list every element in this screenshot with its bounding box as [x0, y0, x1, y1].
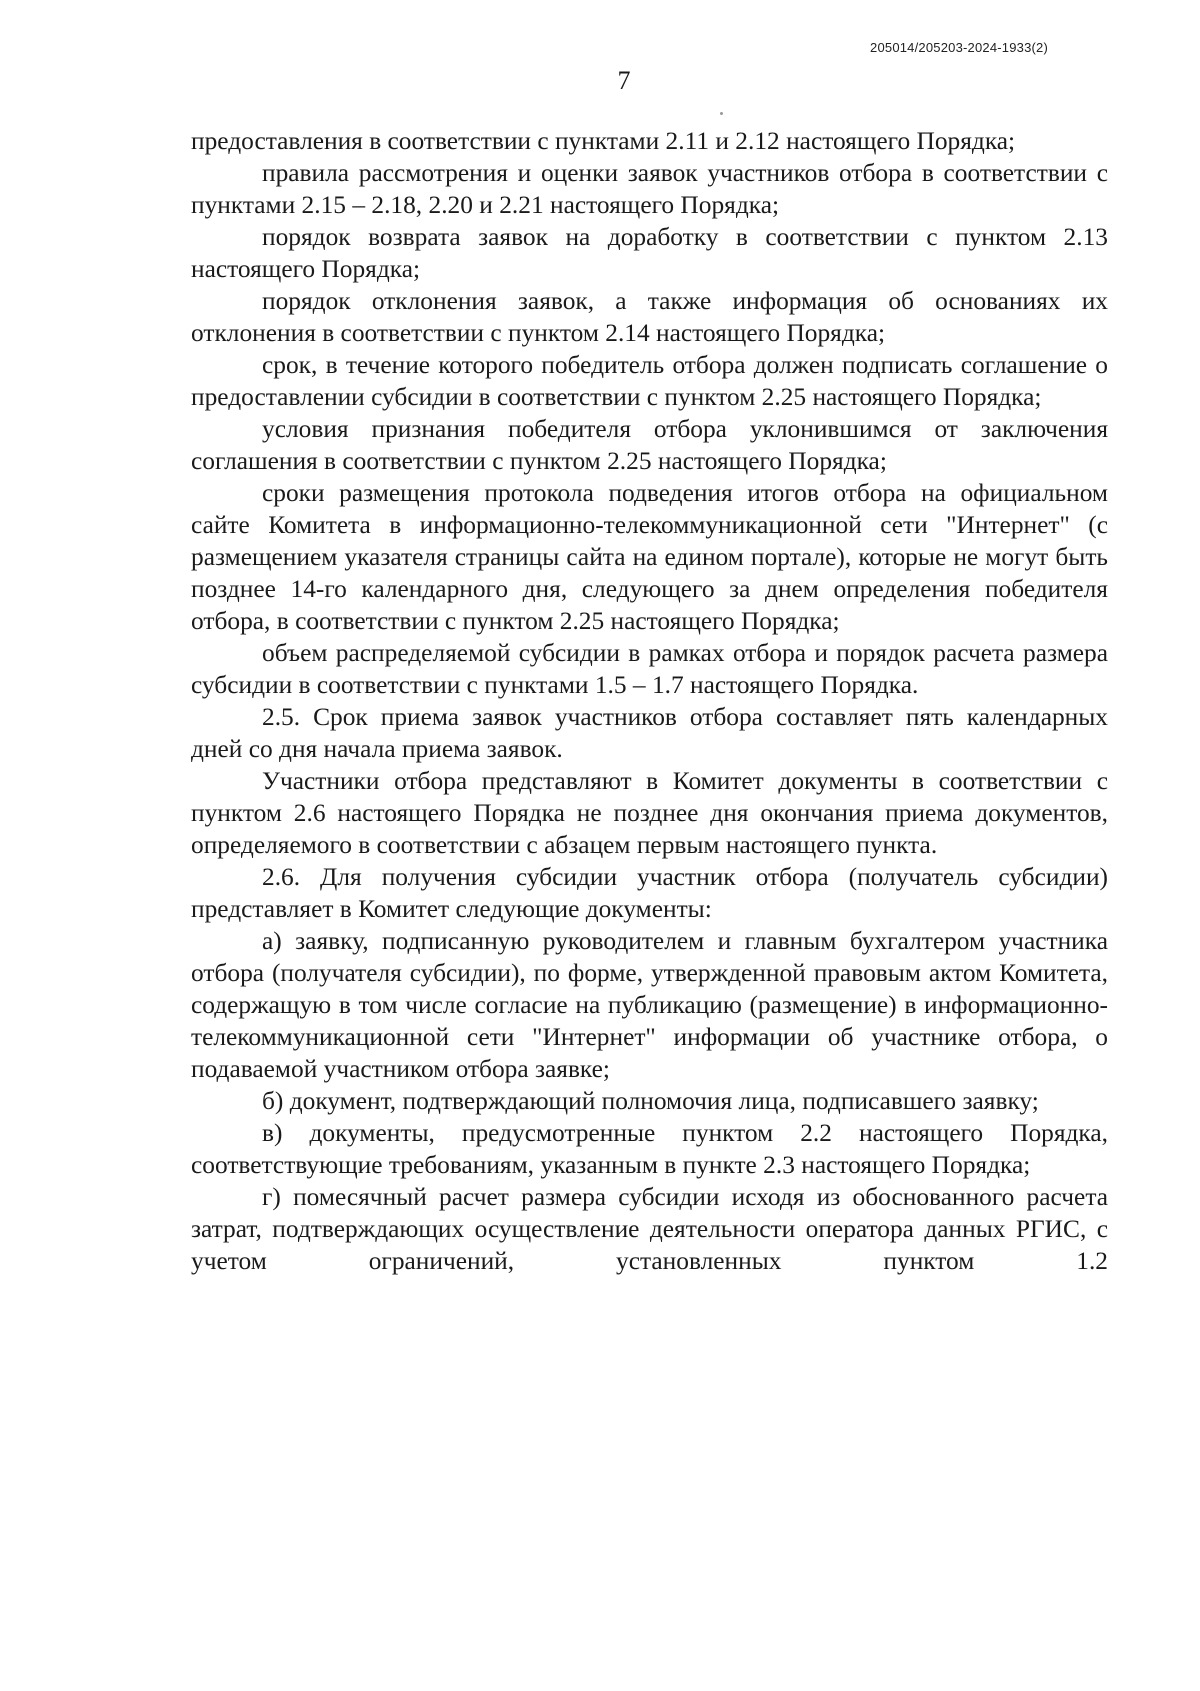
document-id: 205014/205203-2024-1933(2)	[870, 40, 1048, 55]
paragraph: порядок возврата заявок на доработку в соответствии с пунктом 2.13 настоящего Порядка;	[191, 223, 1108, 283]
paragraph: б) документ, подтверждающий полномочия лица, подписавшего заявку;	[262, 1087, 1039, 1115]
paragraph: правила рассмотрения и оценки заявок участников отбора в соответствии с пунктами 2.15 – 2.18, 2.20 и 2.21 настоящего Порядка;	[191, 159, 1108, 219]
paragraph: условия признания победителя отбора уклонившимся от заключения соглашения в соответствии с пунктом 2.25 настоящего Порядка;	[191, 415, 1108, 475]
document-body	[191, 125, 1108, 1277]
paragraph: 2.6. Для получения субсидии участник отбора (получатель субсидии) представляет в Комитет следующие документы:	[191, 863, 1108, 923]
page-number: 7	[617, 66, 631, 95]
paragraph: в) документы, предусмотренные пунктом 2.2 настоящего Порядка, соответствующие требованиям, указанным в пункте 2.3 настоящего Порядка;	[191, 1119, 1108, 1179]
paragraph: объем распределяемой субсидии в рамках отбора и порядок расчета размера субсидии в соответствии с пунктами 1.5 – 1.7 настоящего Порядка.	[191, 639, 1108, 699]
paragraph: а) заявку, подписанную руководителем и главным бухгалтером участника отбора (получателя субсидии), по форме, утвержденной правовым актом Комитета, содержащую в том числе согласие на публикацию (размещение) в информационно-телекоммуникационной сети "Интернет" информации об участнике отбора, о подаваемой участником отбора заявке;	[191, 927, 1108, 1083]
paragraph: 2.5. Срок приема заявок участников отбора составляет пять календарных дней со дня начала приема заявок.	[191, 703, 1108, 763]
paragraph: предоставления в соответствии с пунктами 2.11 и 2.12 настоящего Порядка;	[191, 127, 1016, 155]
paragraph: Участники отбора представляют в Комитет документы в соответствии с пунктом 2.6 настоящего Порядка не позднее дня окончания приема документов, определяемого в соответствии с абзацем первым настоящего пункта.	[191, 767, 1108, 859]
paragraph: г) помесячный расчет размера субсидии исходя из обоснованного расчета затрат, подтверждающих осуществление деятельности оператора данных РГИС, с учетом ограничений, установленных пунктом 1.2	[191, 1183, 1108, 1275]
paragraph: сроки размещения протокола подведения итогов отбора на официальном сайте Комитета в информационно-телекоммуникационной сети "Интернет" (с размещением указателя страницы сайта на едином портале), которые не могут быть позднее 14-го календарного дня, следующего за днем определения победителя отбора, в соответствии с пунктом 2.25 настоящего Порядка;	[191, 479, 1108, 635]
scan-speck	[720, 112, 723, 115]
paragraph: срок, в течение которого победитель отбора должен подписать соглашение о предоставлении субсидии в соответствии с пунктом 2.25 настоящего Порядка;	[191, 351, 1108, 411]
paragraph: порядок отклонения заявок, а также информация об основаниях их отклонения в соответствии с пунктом 2.14 настоящего Порядка;	[191, 287, 1108, 347]
